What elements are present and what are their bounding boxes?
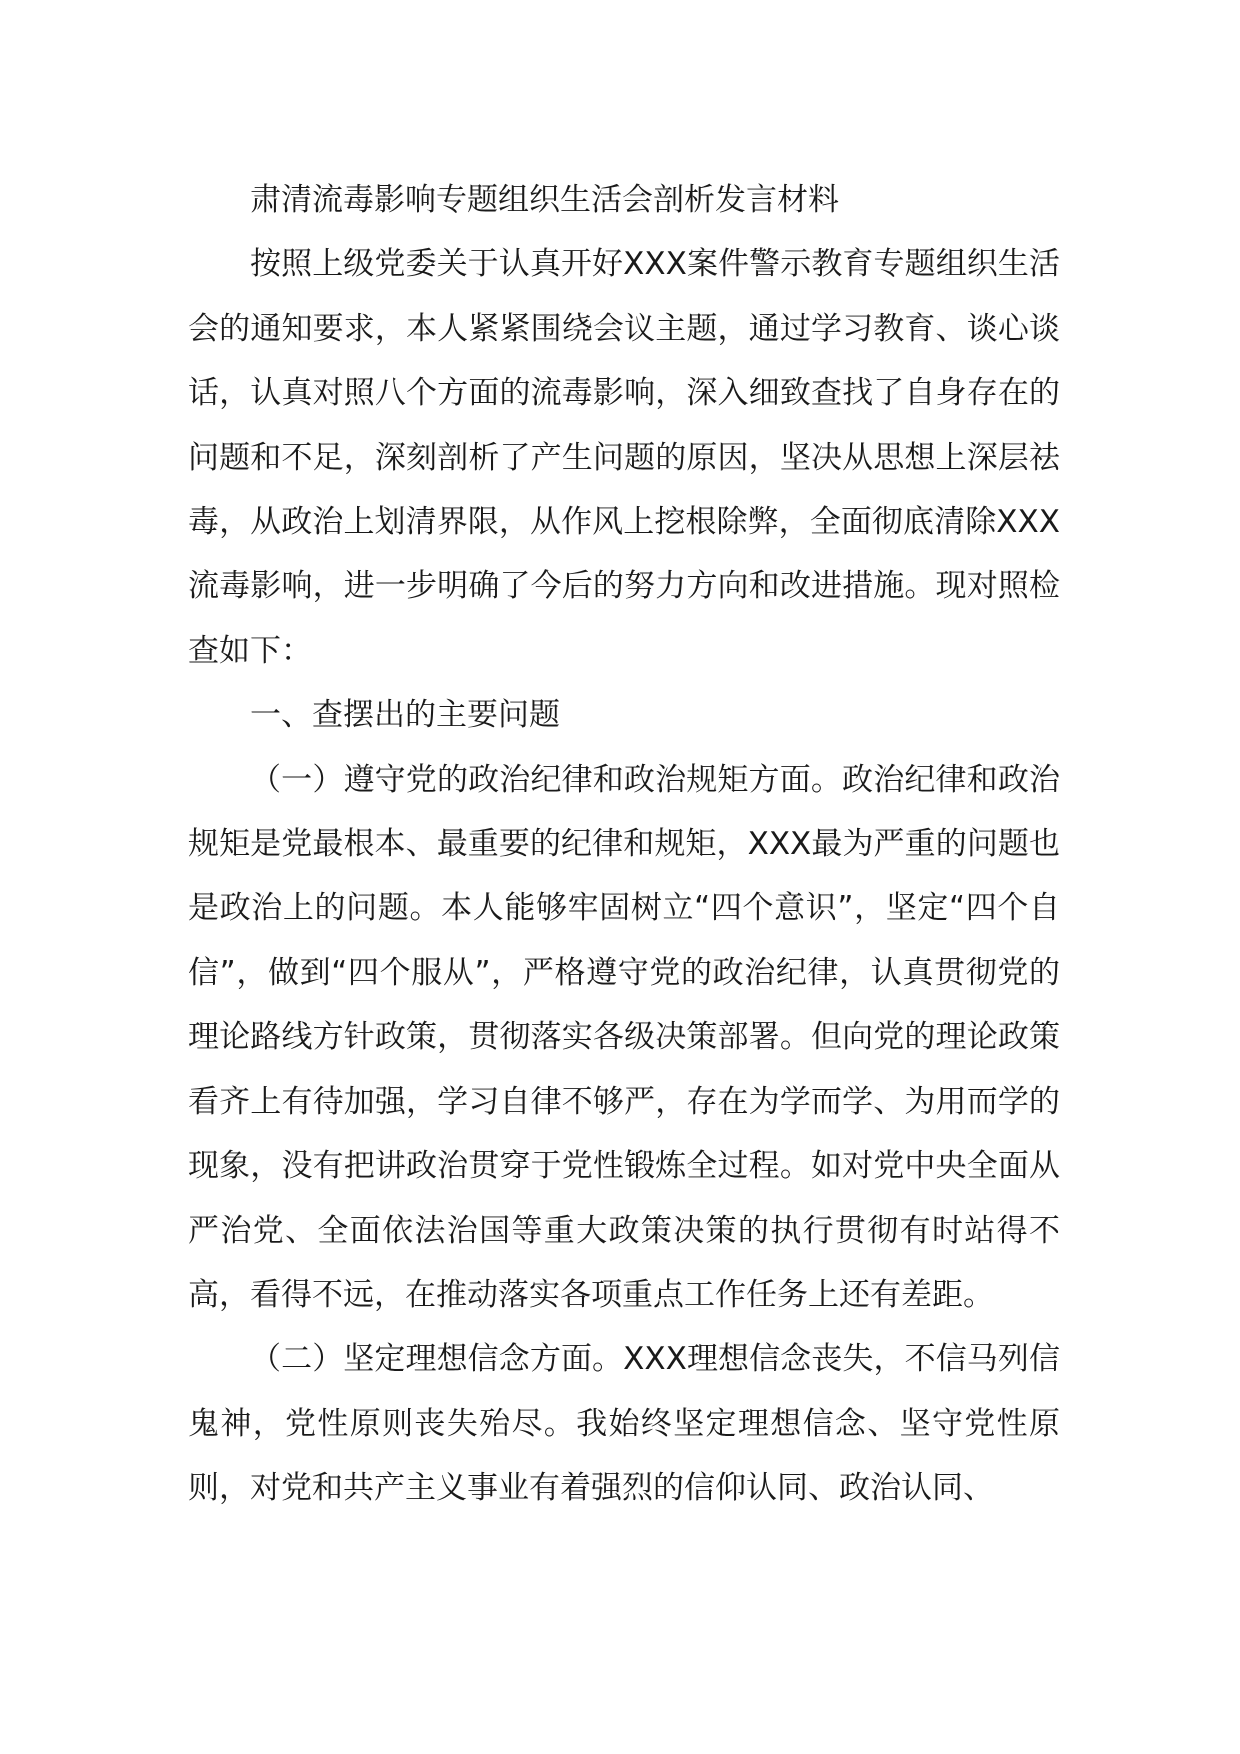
body-paragraph: （一）遵守党的政治纪律和政治规矩方面。政治纪律和政治规矩是党最根本、最重要的纪律和规矩，XXX最为严重的问题也是政治上的问题。本人能够牢固树立“四个意识”，坚定“四个自信”，做到“四个服从”，严格遵守党的政治纪律，认真贯彻党的理论路线方针政策，贯彻落实各级决策部署。但向党的理论政策看齐上有待加强，学习自律不够严，存在为学而学、为用而学的现象，没有把讲政治贯穿于党性锻炼全过程。如对党中央全面从严治党、全面依法治国等重大政策决策的执行贯彻有时站得不高，看得不远，在推动落实各项重点工作任务上还有差距。 (188, 761, 1060, 1313)
body-paragraph: （二）坚定理想信念方面。XXX理想信念丧失，不信马列信鬼神，党性原则丧失殆尽。我始终坚定理想信念、坚守党性原则，对党和共产主义事业有着强烈的信仰认同、政治认同、 (188, 1341, 1060, 1507)
section-heading: 一、查摆出的主要问题 (250, 697, 560, 734)
intro-paragraph: 按照上级党委关于认真开好XXX案件警示教育专题组织生活会的通知要求，本人紧紧围绕会议主题，通过学习教育、谈心谈话，认真对照八个方面的流毒影响，深入细致查找了自身存在的问题和不足，深刻剖析了产生问题的原因，坚决从思想上深层祛毒，从政治上划清界限，从作风上挖根除弊，全面彻底清除XXX流毒影响，进一步明确了今后的努力方向和改进措施。现对照检查如下： (188, 246, 1060, 669)
document-title: 肃清流毒影响专题组织生活会剖析发言材料 (250, 182, 839, 218)
document-body (188, 168, 1060, 1521)
